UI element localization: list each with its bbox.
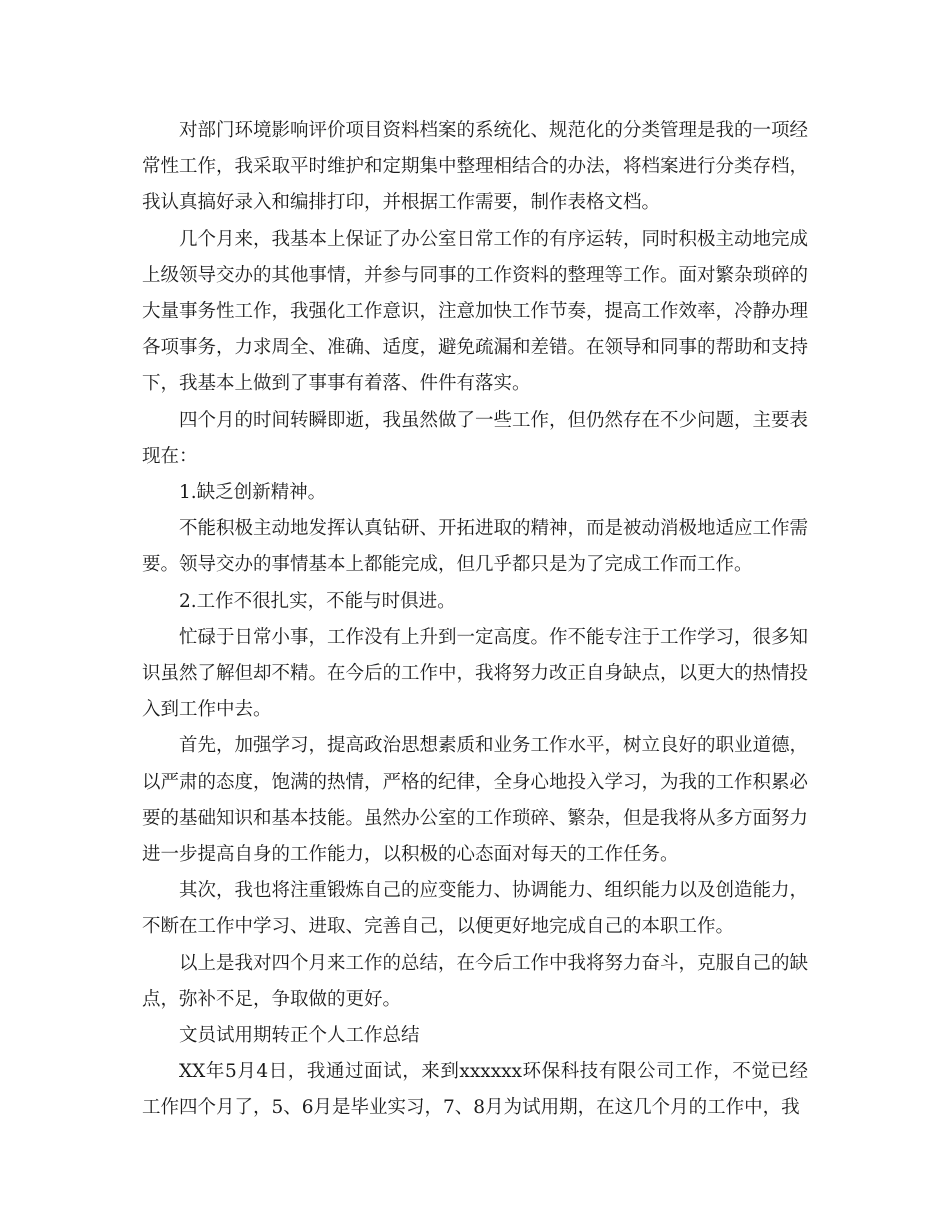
paragraph-conclusion: 以上是我对四个月来工作的总结，在今后工作中我将努力奋斗，克服自己的缺点，弥补不足，争取做的更好。 — [142, 952, 809, 1010]
paragraph-problem-1-heading: 1.缺乏创新精神。 — [179, 482, 327, 504]
section-title: 文员试用期转正个人工作总结 — [179, 1025, 420, 1047]
paragraph-office-routine: 几个月来，我基本上保证了办公室日常工作的有序运转，同时积极主动地完成上级领导交办的其他事情，并参与同事的工作资料的整理等工作。面对繁杂琐碎的大量事务性工作，我强化工作意识，注意加快工作节奏，提高工作效率，冷静办理各项事务，力求周全、准确、适度，避免疏漏和差错。在领导和同事的帮助和支持下，我基本上做到了事事有着落、件件有落实。 — [142, 228, 809, 395]
paragraph-plan-first: 首先，加强学习，提高政治思想素质和业务工作水平，树立良好的职业道德，以严肃的态度，饱满的热情，严格的纪律，全身心地投入学习，为我的工作积累必要的基础知识和基本技能。虽然办公室的工作琐碎、繁杂，但是我将从多方面努力进一步提高自身的工作能力，以积极的心态面对每天的工作任务。 — [142, 735, 809, 866]
paragraph-problems-intro: 四个月的时间转瞬即逝，我虽然做了一些工作，但仍然存在不少问题，主要表现在： — [142, 409, 809, 467]
paragraph-problem-2-detail: 忙碌于日常小事，工作没有上升到一定高度。作不能专注于工作学习，很多知识虽然了解但却不精。在今后的工作中，我将努力改正自身缺点，以更大的热情投入到工作中去。 — [142, 626, 809, 721]
paragraph-problem-2-heading: 2.工作不很扎实，不能与时俱进。 — [179, 590, 456, 612]
paragraph-plan-second: 其次，我也将注重锻炼自己的应变能力、协调能力、组织能力以及创造能力，不断在工作中学习、进取、完善自己，以便更好地完成自己的本职工作。 — [142, 880, 809, 938]
paragraph-new-section-intro: XX年5月4日，我通过面试，来到xxxxxx环保科技有限公司工作，不觉已经工作四个月了，5、6月是毕业实习，7、8月为试用期，在这几个月的工作中，我 — [142, 1061, 808, 1119]
paragraph-archive-management: 对部门环境影响评价项目资料档案的系统化、规范化的分类管理是我的一项经常性工作，我采取平时维护和定期集中整理相结合的办法，将档案进行分类存档，我认真搞好录入和编排打印，并根据工作需要，制作表格文档。 — [142, 120, 809, 214]
document-body — [142, 113, 808, 1127]
paragraph-problem-1-detail: 不能积极主动地发挥认真钻研、开拓进取的精神，而是被动消极地适应工作需要。领导交办的事情基本上都能完成，但几乎都只是为了完成工作而工作。 — [142, 518, 809, 576]
